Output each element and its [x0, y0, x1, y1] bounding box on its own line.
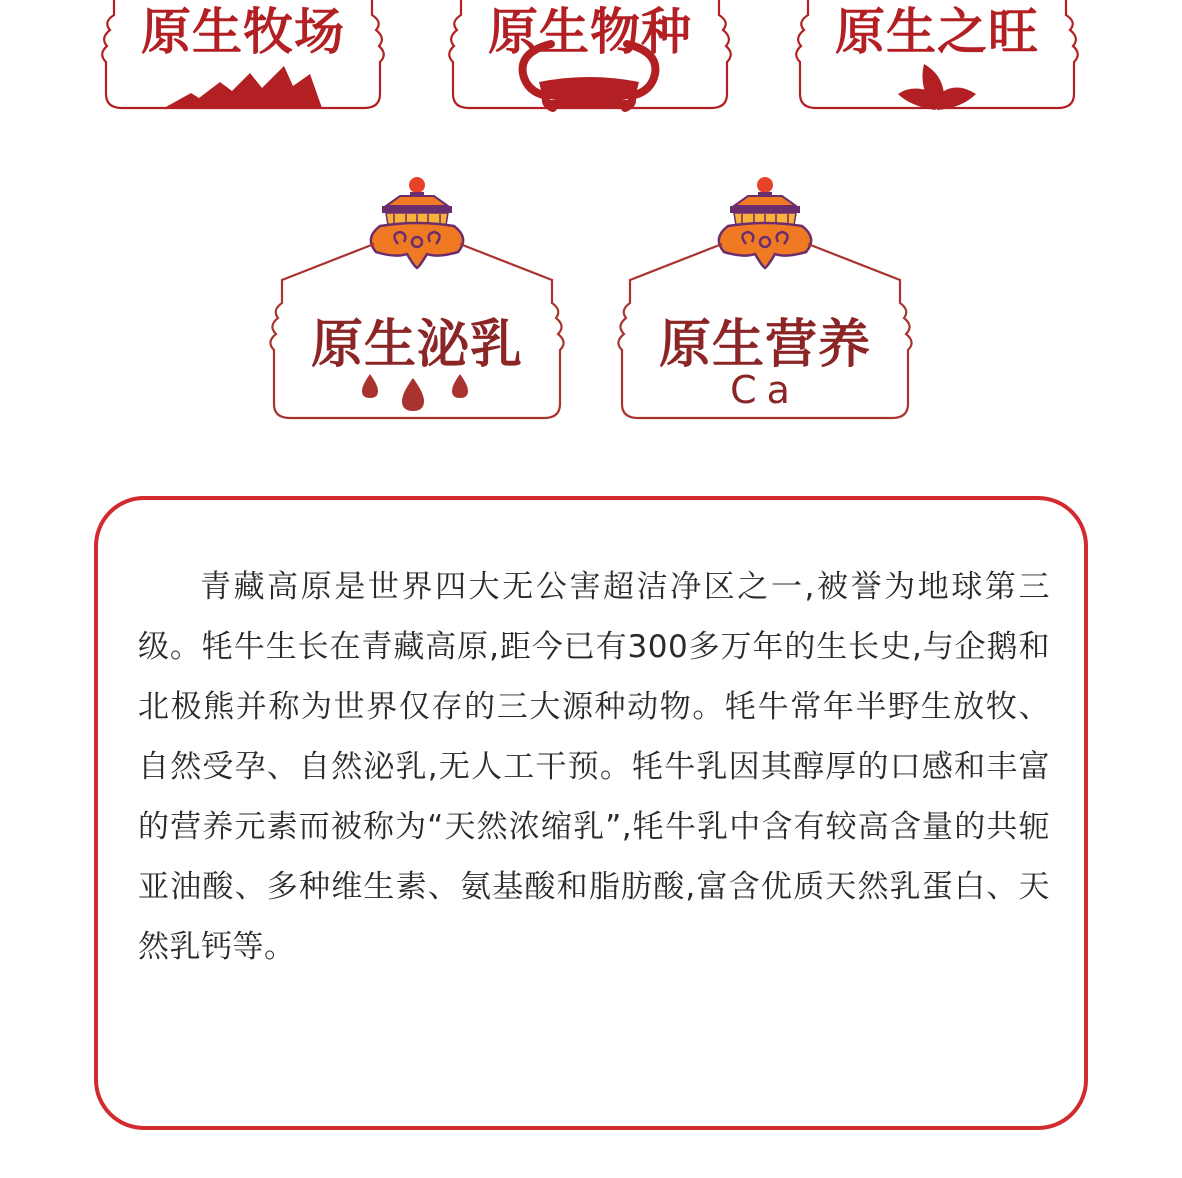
badge-original-lactation: [262, 168, 572, 426]
ornament-icon: [719, 177, 811, 268]
ornament-icon: [371, 177, 463, 268]
badge-original-pasture: [96, 0, 390, 112]
badge-title: 原生营养: [658, 315, 871, 375]
badge-original-thrive: [790, 0, 1084, 112]
milk-drops-icon: [362, 374, 468, 411]
calcium-label: Ca: [730, 368, 800, 412]
badge-title: 原生物种: [488, 3, 692, 61]
badge-title: 原生之旺: [835, 3, 1039, 61]
badge-original-species: [443, 0, 737, 112]
info-panel: [94, 496, 1088, 1130]
info-paragraph: 青藏高原是世界四大无公害超洁净区之一,被誉为地球第三级。牦牛生长在青藏高原,距今已有300多万年的生长史,与企鹅和北极熊并称为世界仅存的三大源种动物。牦牛常年半野生放牧、自然受孕、自然泌乳,无人工干预。牦牛乳因其醇厚的口感和丰富的营养元素而被称为“天然浓缩乳”,牦牛乳中含有较高含量的共轭亚油酸、多种维生素、氨基酸和脂肪酸,富含优质天然乳蛋白、天然乳钙等。: [138, 569, 1050, 965]
badge-title: 原生牧场: [141, 3, 345, 61]
grass-icon: [164, 66, 322, 108]
badge-title: 原生泌乳: [310, 315, 523, 375]
badge-original-nutrition: [610, 168, 920, 426]
leaf-icon: [898, 64, 976, 110]
